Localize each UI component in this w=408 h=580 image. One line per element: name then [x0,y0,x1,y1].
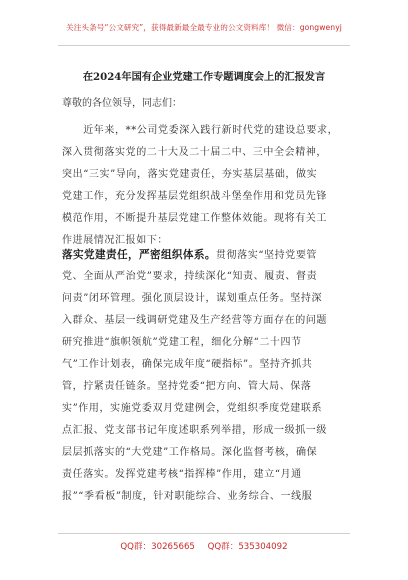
text-line: 管，拧紧责任链条。坚持党委“把方向、管大局、保落 [62,381,312,392]
text-line: 近年来，**公司党委深入践行新时代党的建设总要求， [62,125,339,136]
text-line: 研究推进“旗帜领航”党建工程，细化分解“二十四节 [62,337,302,348]
text-line: 深入贯彻落实党的二十大及二十届二中、三中全会精神， [62,147,327,158]
document-title: 在2024年国有企业党建工作专题调度会上的汇报发言 [82,71,326,83]
text-fragment: 贯彻落实“坚持党要管 [215,250,318,261]
text-line: 党建工作，充分发挥基层党组织战斗堡垒作用和党员先锋 [62,191,327,202]
text-line: 党、全面从严治党”要求，持续深化“知责、履责、督责 [62,271,318,282]
header-divider [58,45,350,46]
top-banner: 关注头条号“公文研究”，获得最新最全最专业的公文资料库！ 微信：gongwenyj [66,23,342,32]
text-line: 责任落实。发挥党建考核“指挥棒”作用，建立“月通 [62,469,302,480]
text-line: 模范作用，不断提升基层党建工作整体效能。现将有关工 [62,213,327,224]
text-line: 作进展情况汇报如下： [62,235,168,246]
salutation: 尊敬的各位领导，同志们： [62,98,182,109]
footer-qq-groups [0,540,408,552]
paragraph-responsibility [62,244,350,508]
section-heading: 落实党建责任，严密组织体系。 [62,249,216,261]
text-line: 层层抓落实的“大党建”工作格局。深化监督考核，确保 [62,447,318,458]
text-line: 实”作用，实施党委双月党建例会，党组织季度党建联系 [62,403,323,414]
text-line: 报”“季看板”制度，针对职能综合、业务综合、一线服 [62,491,313,502]
paragraph-intro [62,120,350,252]
text-line: 入群众、基层一线调研党建及生产经营等方面存在的问题 [62,315,327,326]
qq-group-1: QQ群：30265665 [120,542,195,552]
text-line [62,244,350,266]
text-line: 点汇报、党支部书记年度述职系列举措，形成一级抓一级 [62,425,327,436]
footer-divider [58,533,350,534]
text-line: 突出“三实”导向，落实党建责任，夯实基层基础，做实 [62,169,318,180]
qq-group-2: QQ群：535304092 [207,542,288,552]
text-line: 问责”闭环管理。强化顶层设计，谋划重点任务。坚持深 [62,293,323,304]
text-line: 气”工作计划表，确保完成年度“硬指标”。坚持齐抓共 [62,359,313,370]
